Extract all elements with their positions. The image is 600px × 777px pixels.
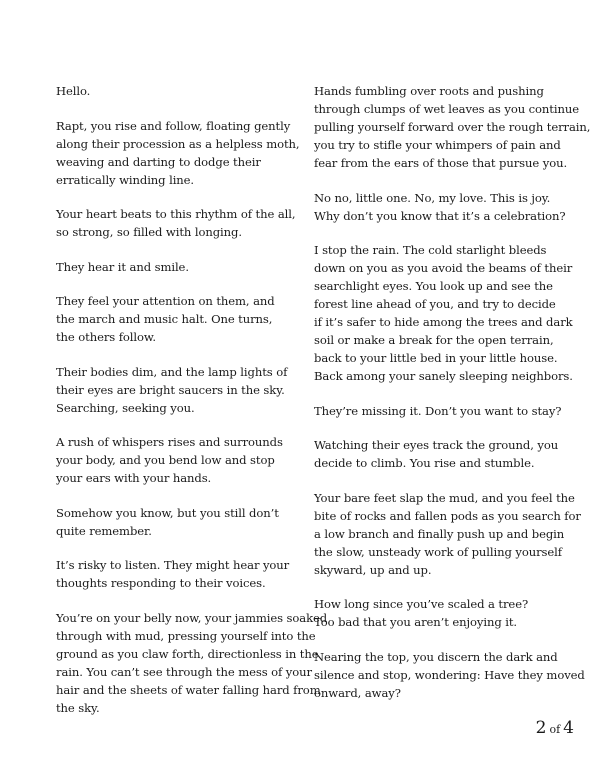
paragraph [56,205,308,241]
text-line: back to your little bed in your little house. [314,351,558,365]
page-number-current: 2 [535,718,547,738]
text-line: hair and the sheets of water falling hard from [56,682,321,697]
text-line: the sky. [56,700,100,715]
text-line: soil or make a break for the open terrain, [314,333,554,347]
text-line: through clumps of wet leaves as you continue [314,102,579,116]
text-line: Somehow you know, but you still don’t [56,505,279,520]
paragraph [314,189,566,225]
text-line: It’s risky to listen. They might hear your [56,558,290,572]
text-line: Back among your sanely sleeping neighbors. [314,369,573,383]
text-line: the slow, unsteady work of pulling yourself [314,544,562,559]
text-line: decide to climb. You rise and stumble. [314,456,535,470]
text-line: forest line ahead of you, and try to decide [314,297,556,311]
text-line: A rush of whispers rises and surrounds [56,435,283,449]
text-line: bite of rocks and fallen pods as you search for [314,508,581,523]
text-line: You’re on your belly now, your jammies soaked [56,610,328,625]
text-line: They’re missing it. Don’t you want to stay? [314,403,562,418]
paragraph [56,363,308,417]
paragraph [56,117,308,189]
paragraph [56,433,308,487]
text-line: Why don’t you know that it’s a celebration? [314,208,566,223]
text-line: a low branch and finally push up and begin [314,526,565,541]
text-line: fear from the ears of those that pursue you. [314,156,568,170]
text-line: the march and music halt. One turns, [56,312,273,326]
text-line: Hello. [56,84,91,98]
paragraph [56,292,308,346]
text-line: Their bodies dim, and the lamp lights of [56,364,288,379]
page-number [536,718,574,738]
text-line: weaving and darting to dodge their [56,154,261,169]
text-line: thoughts responding to their voices. [56,576,266,590]
text-line: along their procession as a helpless moth, [56,136,300,151]
text-line: down on you as you avoid the beams of their [314,261,573,275]
text-line: They feel your attention on them, and [56,294,275,308]
text-line: through with mud, pressing yourself into the [56,628,316,643]
paragraph [56,504,308,540]
text-line: No no, little one. No, my love. This is joy. [314,190,551,205]
text-line: Nearing the top, you discern the dark and [314,649,558,664]
paragraph [314,648,585,702]
text-line: Too bad that you aren’t enjoying it. [314,615,517,629]
text-line: rain. You can’t see through the mess of your [56,664,312,679]
text-line: skyward, up and up. [314,562,432,577]
paragraph [314,489,581,579]
text-line: erratically winding line. [56,172,195,187]
paragraph [56,556,308,592]
left-text-column [56,82,328,733]
text-line: their eyes are bright saucers in the sky. [56,382,285,397]
page-number-total: 4 [563,718,574,738]
text-line: your ears with your hands. [56,471,212,485]
paragraph [56,258,308,276]
paragraph [314,241,573,385]
text-line: Your bare feet slap the mud, and you feel the [314,490,575,505]
paragraph [314,436,566,472]
text-line: Searching, seeking you. [56,400,195,415]
right-text-column [314,82,591,718]
text-line: the others follow. [56,330,156,344]
text-line: pulling yourself forward over the rough terrain, [314,120,591,134]
text-line: Hands fumbling over roots and pushing [314,84,544,98]
text-line: I stop the rain. The cold starlight bleeds [314,243,547,257]
page-number-of: of [549,723,561,736]
text-line: you try to stifle your whimpers of pain and [314,138,561,152]
text-line: Your heart beats to this rhythm of the all, [56,207,296,221]
paragraph [56,82,308,100]
text-line: silence and stop, wondering: Have they moved [314,667,585,682]
text-line: How long since you’ve scaled a tree? [314,597,529,611]
text-line: searchlight eyes. You look up and see the [314,279,553,293]
text-line: so strong, so filled with longing. [56,225,242,239]
text-line: Watching their eyes track the ground, you [314,438,559,452]
text-line: onward, away? [314,685,401,700]
text-line: your body, and you bend low and stop [56,453,275,467]
paragraph [314,82,591,172]
text-line: quite remember. [56,523,152,538]
text-line: They hear it and smile. [56,259,189,274]
paragraph [314,595,566,631]
paragraph [56,609,328,717]
text-line: if it’s safer to hide among the trees and dark [314,315,573,329]
text-line: Rapt, you rise and follow, floating gently [56,118,291,133]
paragraph [314,402,566,420]
text-line: ground as you claw forth, directionless in the [56,646,319,661]
